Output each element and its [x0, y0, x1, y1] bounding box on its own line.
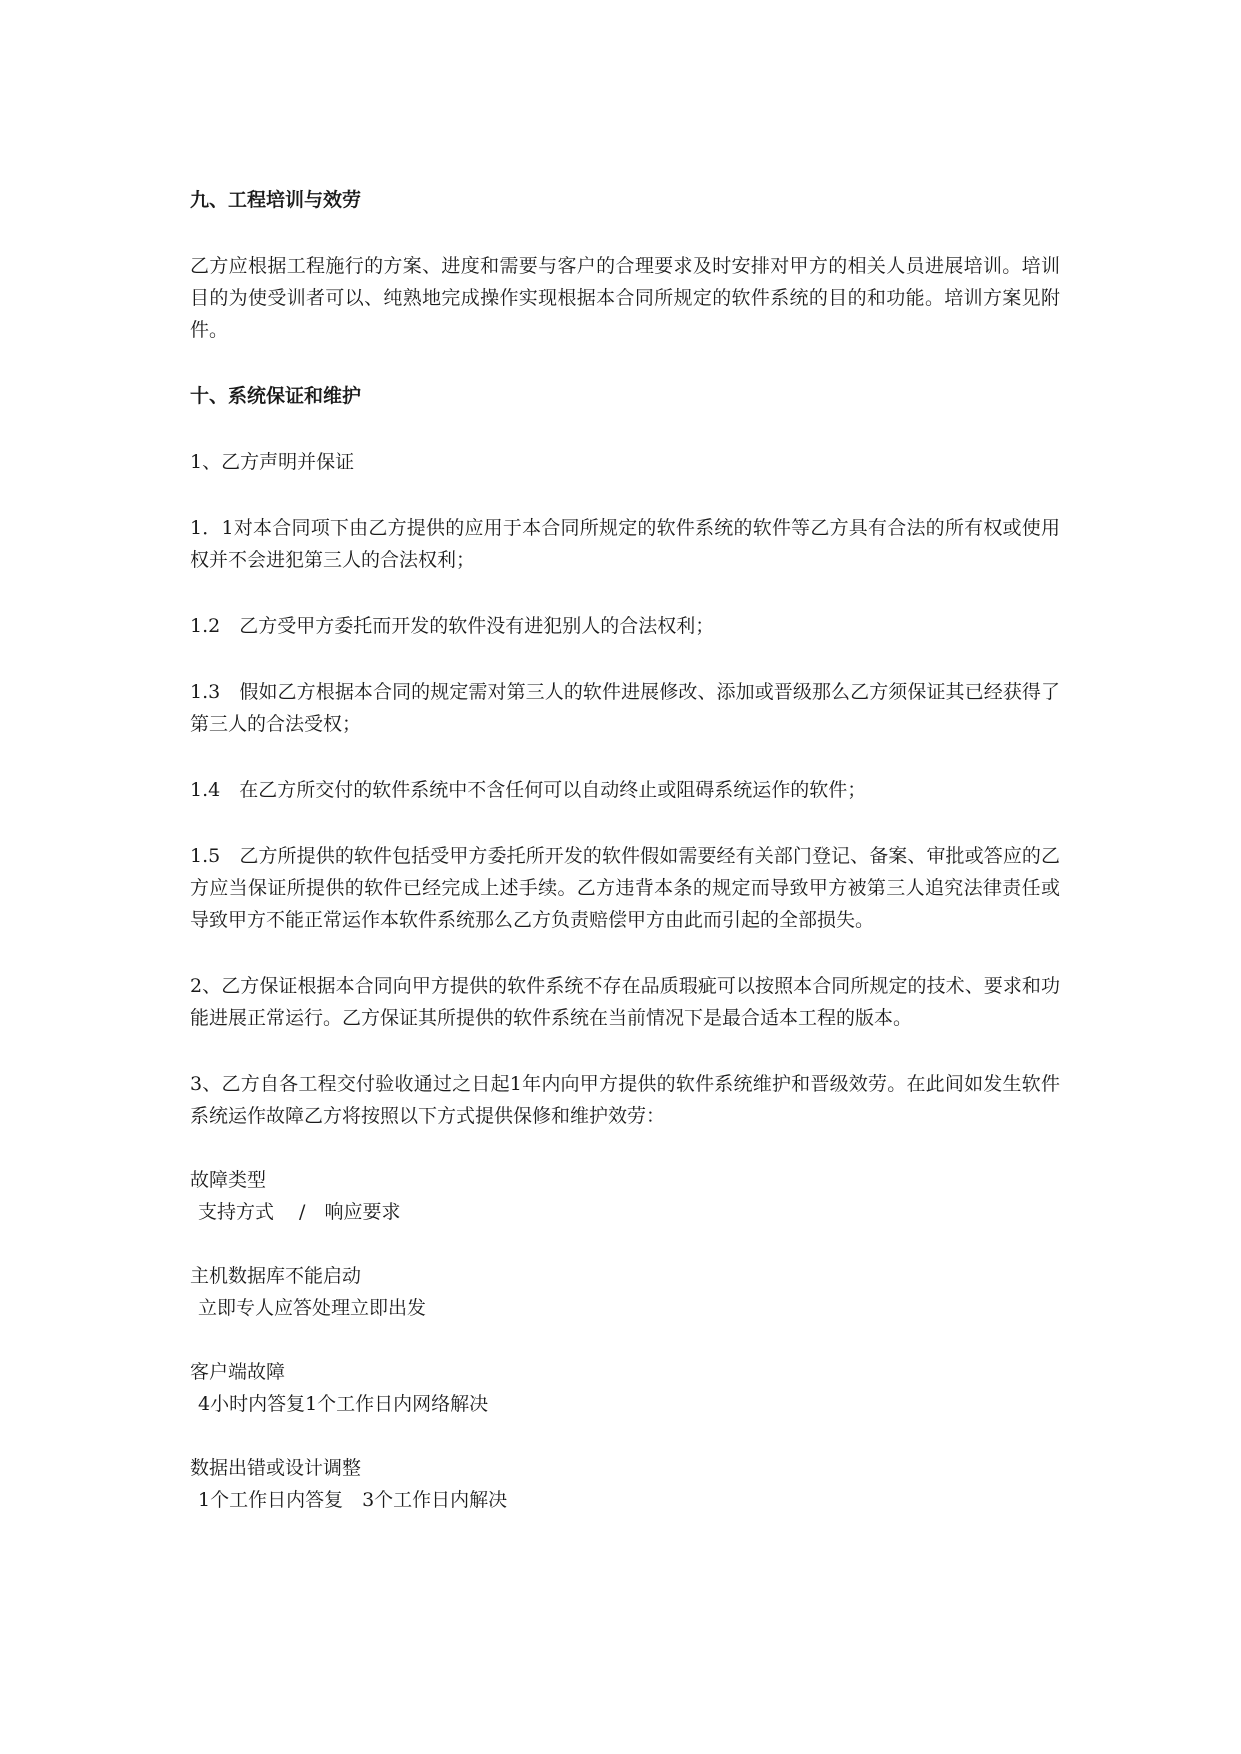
fault-table-header-value: 支持方式 / 响应要求 — [198, 1201, 401, 1223]
section-10-heading: 十、系统保证和维护 — [190, 385, 362, 407]
clause-2: 2、乙方保证根据本合同向甲方提供的软件系统不存在品质瑕疵可以按照本合同所规定的技术、要求和功能进展正常运行。乙方保证其所提供的软件系统在当前情况下是最合适本工程的版本。 — [190, 975, 1060, 1029]
fault-table-header-label: 故障类型 — [190, 1169, 267, 1191]
fault-row-label: 主机数据库不能启动 — [190, 1265, 362, 1287]
clause-1: 1、乙方声明并保证 — [190, 451, 355, 473]
fault-row-value: 1个工作日内答复 3个工作日内解决 — [198, 1489, 508, 1511]
fault-row-label: 客户端故障 — [190, 1361, 286, 1383]
fault-row-value: 立即专人应答处理立即出发 — [198, 1297, 427, 1319]
section-9-heading: 九、工程培训与效劳 — [190, 189, 362, 211]
clause-1-4: 1.4 在乙方所交付的软件系统中不含任何可以自动终止或阻碍系统运作的软件； — [190, 779, 867, 801]
fault-row-value: 4小时内答复1个工作日内网络解决 — [198, 1393, 489, 1415]
fault-row-label: 数据出错或设计调整 — [190, 1457, 362, 1479]
clause-1-5: 1.5 乙方所提供的软件包括受甲方委托所开发的软件假如需要经有关部门登记、备案、审批或答应的乙方应当保证所提供的软件已经完成上述手续。乙方违背本条的规定而导致甲方被第三人追究法律责任或导致甲方不能正常运作本软件系统那么乙方负责赔偿甲方由此而引起的全部损失。 — [190, 845, 1060, 931]
clause-3: 3、乙方自各工程交付验收通过之日起1年内向甲方提供的软件系统维护和晋级效劳。在此间如发生软件系统运作故障乙方将按照以下方式提供保修和维护效劳： — [190, 1073, 1060, 1127]
clause-1-2: 1.2 乙方受甲方委托而开发的软件没有进犯别人的合法权利； — [190, 615, 715, 637]
fault-table — [190, 1164, 1060, 1516]
clause-1-1: 1．1对本合同项下由乙方提供的应用于本合同所规定的软件系统的软件等乙方具有合法的所有权或使用权并不会进犯第三人的合法权利； — [190, 517, 1060, 571]
document-page — [190, 184, 1060, 1516]
clause-1-3: 1.3 假如乙方根据本合同的规定需对第三人的软件进展修改、添加或晋级那么乙方须保证其已经获得了第三人的合法受权； — [190, 681, 1060, 735]
section-9-body: 乙方应根据工程施行的方案、进度和需要与客户的合理要求及时安排对甲方的相关人员进展培训。培训目的为使受训者可以、纯熟地完成操作实现根据本合同所规定的软件系统的目的和功能。培训方案见附件。 — [190, 255, 1060, 341]
